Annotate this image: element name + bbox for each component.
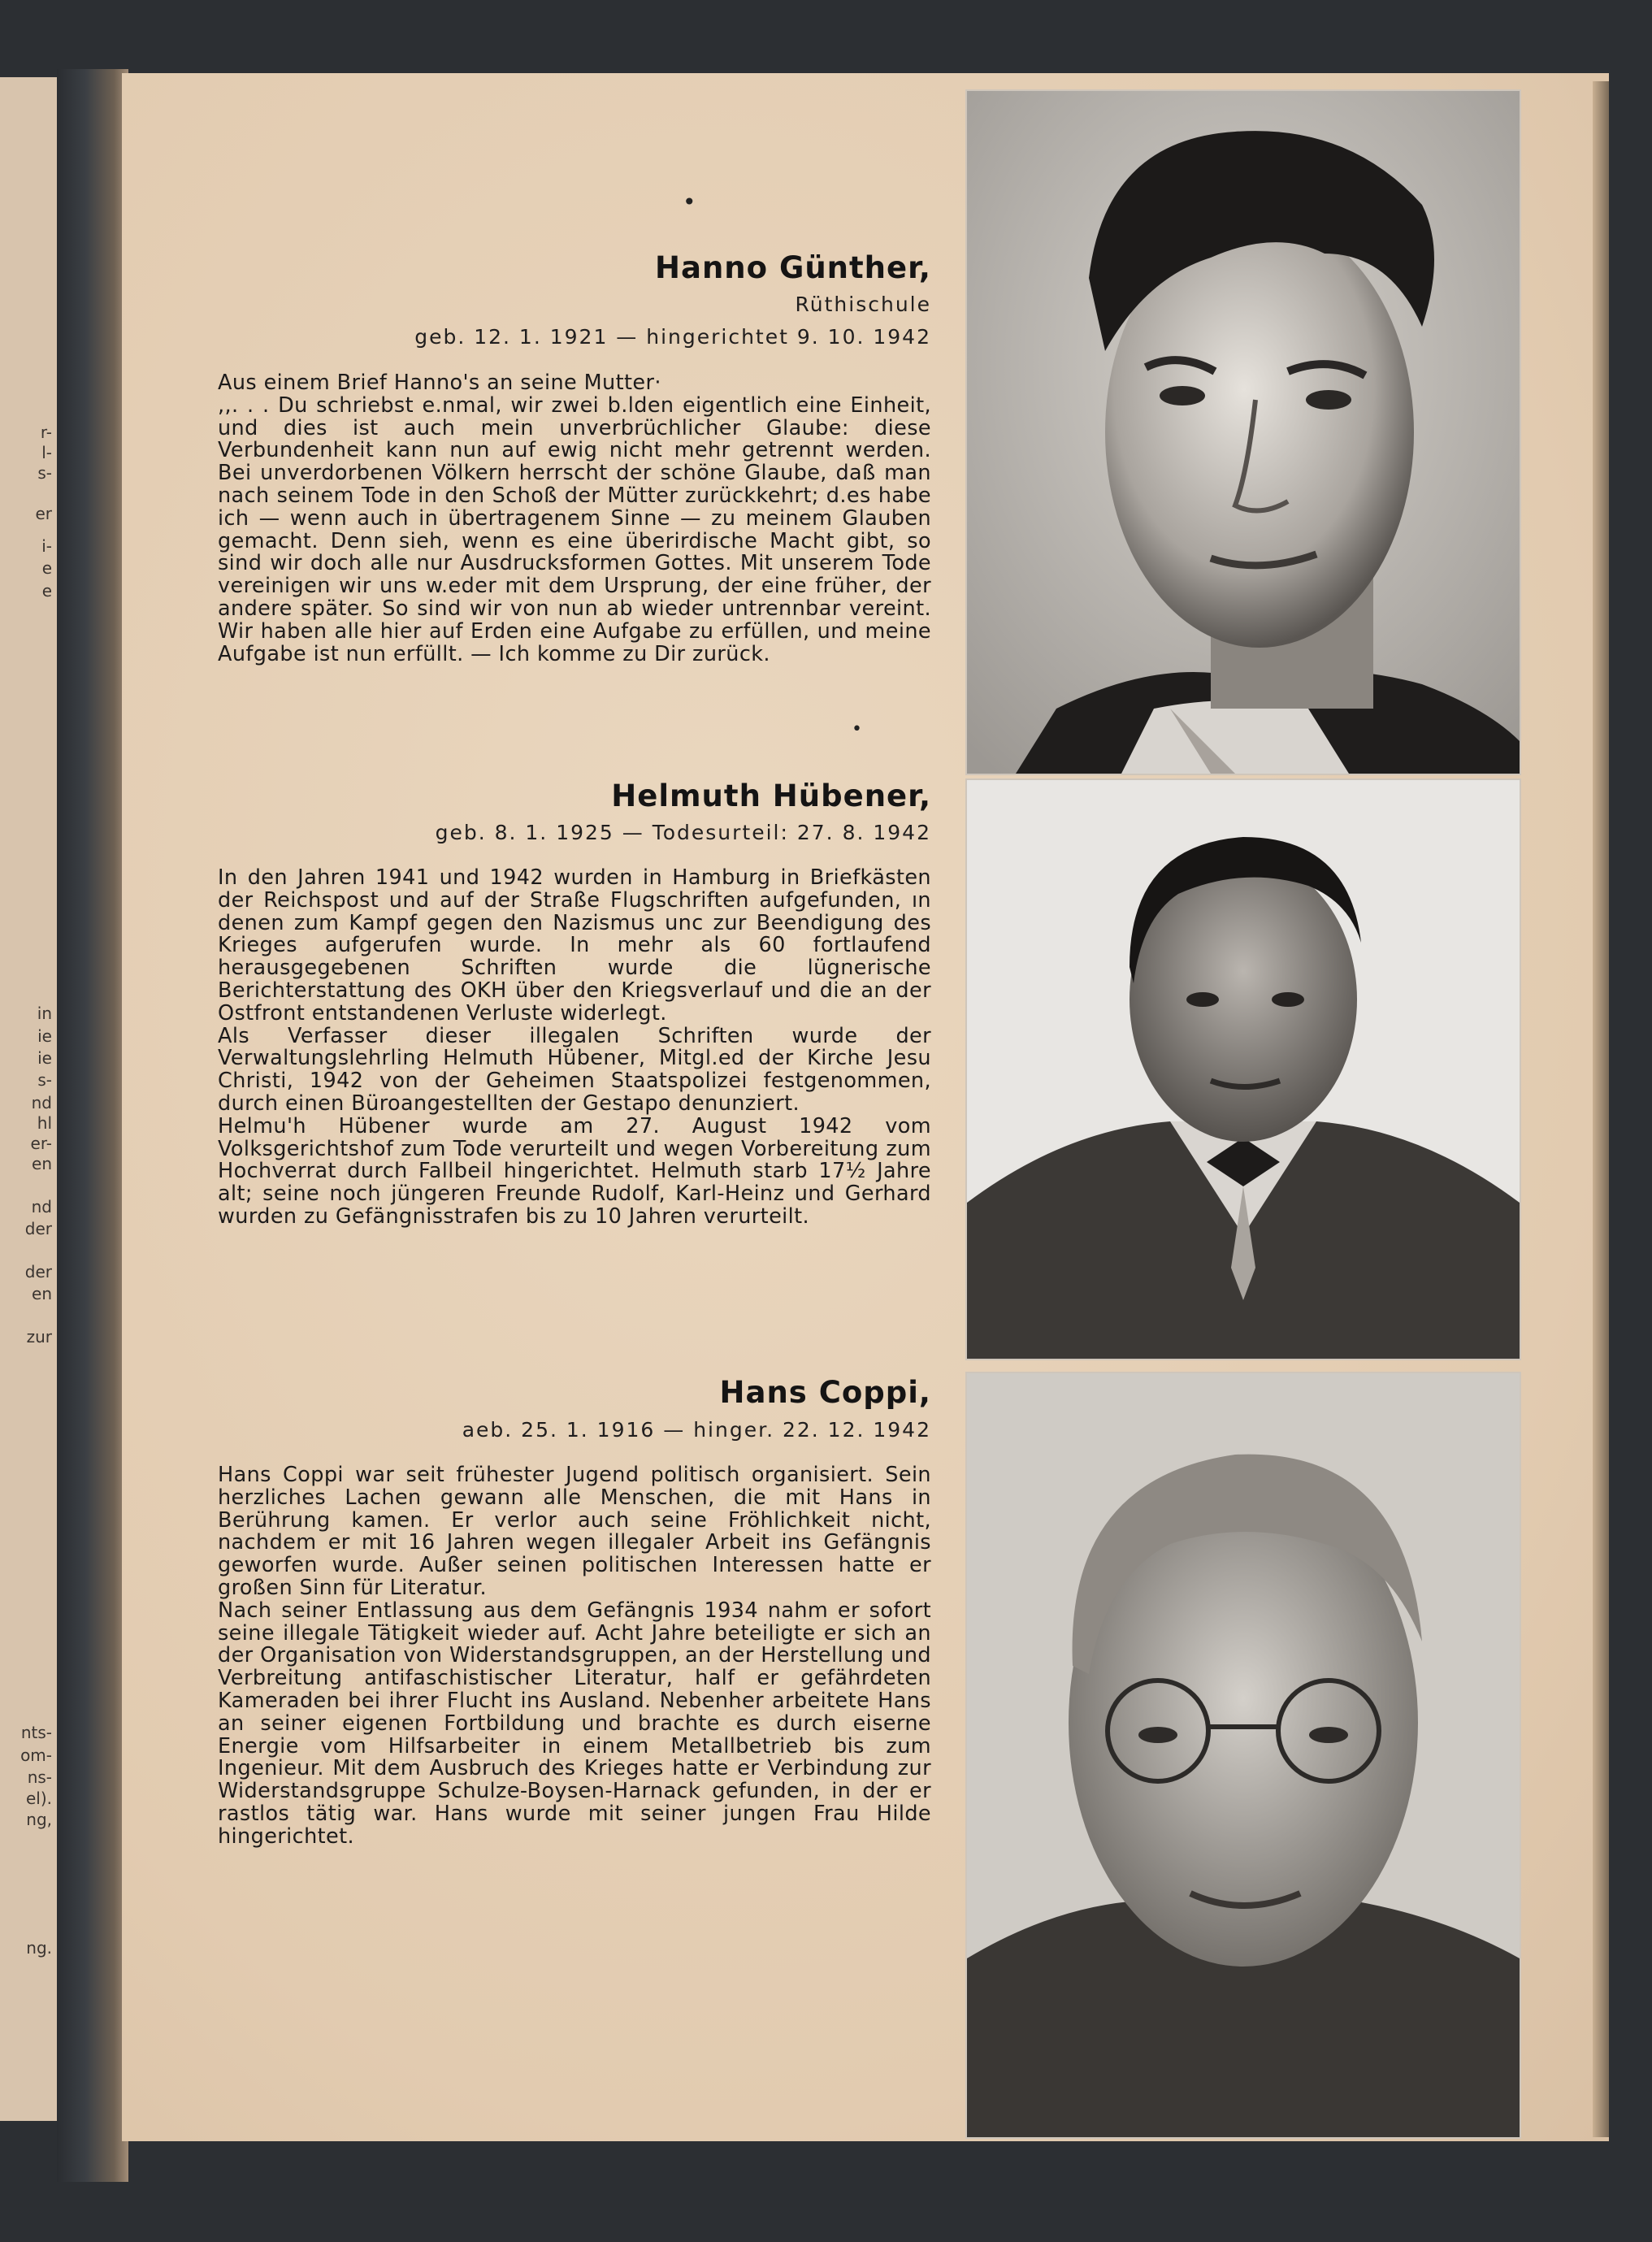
left-fragment: en (32, 1284, 52, 1303)
left-fragment: el). (25, 1789, 52, 1808)
entry-text (218, 1464, 931, 1849)
left-page-edge (0, 77, 57, 2121)
entry-dates: aeb. 25. 1. 1916 — hinger. 22. 12. 1942 (462, 1418, 931, 1442)
entry-dates: geb. 8. 1. 1925 — Todesurteil: 27. 8. 1942 (435, 821, 931, 844)
left-fragment: ns- (27, 1767, 52, 1787)
paragraph: Nach seiner Entlassung aus dem Gefängnis 1934 nahm er sofort seine illegale Tätigkeit wieder auf. Acht Jahre beteiligte er sich an der Organisation von Widerstandsgruppen, an der Herstellung und Verbreitung antifaschistischer Literatur, half er gefährdeten Kameraden bei ihrer Flucht ins Ausland. Nebenher arbeitete Hans an seiner eigenen Fortbildung und brachte es durch eiserne Energie vom Hilfsarbeiter in einem Metallbetrieb bis zum Ingenieur. Mit dem Ausbruch des Krieges hatte er Verbindung zur Widerstandsgruppe Schulze-Boysen-Harnack gefunden, in der er rastlos tätig war. Hans wurde mit seiner jungen Frau Hilde hingerichtet. (218, 1598, 931, 1849)
left-fragment: l- (41, 443, 52, 462)
left-fragment: s- (37, 463, 52, 483)
left-fragment: zur (26, 1327, 52, 1347)
print-speck: • (683, 189, 696, 215)
left-fragment: er (35, 504, 52, 523)
left-fragment: ng. (26, 1938, 52, 1958)
portrait-image (967, 1373, 1520, 2137)
left-fragment: nts- (20, 1723, 52, 1742)
left-fragment: ie (37, 1026, 52, 1046)
left-fragment: om- (20, 1745, 52, 1765)
paragraph: Helmu'h Hübener wurde am 27. August 1942 vom Volksgerichtshof zum Tode verurteilt und wegen Vorbereitung zum Hochverrat durch Fallbeil hingerichtet. Helmuth starb 17½ Jahre alt; seine noch jüngeren Freunde Rudolf, Karl-Heinz und Gerhard wurden zu Gefängnisstrafen bis zu 10 Jahren verurteilt. (218, 1113, 931, 1229)
left-fragment: ng, (26, 1810, 52, 1829)
portrait-image (967, 780, 1520, 1359)
left-fragment: ie (37, 1048, 52, 1068)
left-fragment: s- (37, 1070, 52, 1090)
entry-name: Hans Coppi, (719, 1375, 931, 1410)
entry-name: Helmuth Hübener, (611, 778, 931, 813)
book-gutter (57, 69, 128, 2182)
left-fragment: hl (37, 1113, 52, 1133)
left-fragment: er- (30, 1134, 52, 1153)
left-fragment: der (24, 1219, 52, 1238)
paragraph: ,,. . . Du schriebst e.nmal, wir zwei b.lden eigentlich eine Einheit, und dies ist auch mein unverbrüchlicher Glaube: diese Verbundenheit kann nun auf ewig nicht mehr getrennt werden. Bei unverdorbenen Völkern herrscht der schöne Glaube, daß man nach seinem Tode in den Schoß der Mütter zurückkehrt; d.es habe ich — wenn auch in übertragenem Sinne — zu meinem Glauben gemacht. Denn sieh, wenn es eine überirdische Macht gibt, so sind wir doch alle nur Ausdrucksformen Gottes. Mit unserem Tode vereinigen wir uns w.eder mit dem Ursprung, der eine früher, der andere später. So sind wir von nun ab wieder untrennbar vereint. Wir haben alle hier auf Erden eine Aufgabe zu erfüllen, und meine Aufgabe ist nun erfüllt. — Ich komme zu Dir zurück. (218, 392, 931, 666)
left-fragment: nd (31, 1093, 52, 1112)
left-fragment: en (32, 1154, 52, 1173)
left-fragment: nd (31, 1197, 52, 1216)
entry-school: Rüthischule (795, 293, 931, 316)
entry-name: Hanno Günther, (655, 250, 931, 285)
print-speck: • (852, 719, 862, 739)
paragraph: Als Verfasser dieser illegalen Schriften wurde der Verwaltungslehrling Helmuth Hübener, Mitgl.ed der Kirche Jesu Christi, 1942 von der Geheimen Staatspolizei festgenommen, durch einen Büroangestellten der Gestapo denunziert. (218, 1023, 931, 1116)
left-fragment: e (41, 581, 52, 601)
entry-hans-coppi (218, 0, 931, 1950)
left-fragment: r- (40, 423, 52, 442)
paragraph: Hans Coppi war seit frühester Jugend politisch organisiert. Sein herzliches Lachen gewann alle Menschen, die mit Hans in Berührung kamen. Er verlor auch seine Fröhlichkeit nicht, nachdem er mit 16 Jahren wegen illegaler Arbeit ins Gefängnis geworfen wurde. Außer seinen politischen Interessen hatte er großen Sinn für Literatur. (218, 1463, 931, 1600)
portrait-hans-coppi (965, 1372, 1521, 2139)
paragraph: Aus einem Brief Hanno's an seine Mutter· (218, 371, 661, 395)
portrait-image (967, 91, 1520, 774)
portrait-hanno-guenther (965, 89, 1521, 775)
page-edge (1593, 81, 1609, 2137)
paragraph: In den Jahren 1941 und 1942 wurden in Hamburg in Briefkästen der Reichspost und auf der Straße Flugschriften aufgefunden, ın denen zum Kampf gegen den Nazismus unc zur Beendigung des Krieges aufgerufen wurde. In mehr als 60 fortlaufend herausgegebenen Schriften wurde die lügnerische Berichterstattung des OKH über den Kriegsverlauf und die an der Ostfront entstandenen Verluste widerlegt. (218, 865, 931, 1026)
entry-dates: geb. 12. 1. 1921 — hingerichtet 9. 10. 1942 (414, 325, 931, 349)
left-fragment: der (24, 1262, 52, 1281)
left-fragment: in (37, 1004, 52, 1023)
left-fragment: i- (41, 536, 52, 556)
left-fragment: e (41, 558, 52, 578)
portrait-helmuth-huebener (965, 778, 1521, 1360)
